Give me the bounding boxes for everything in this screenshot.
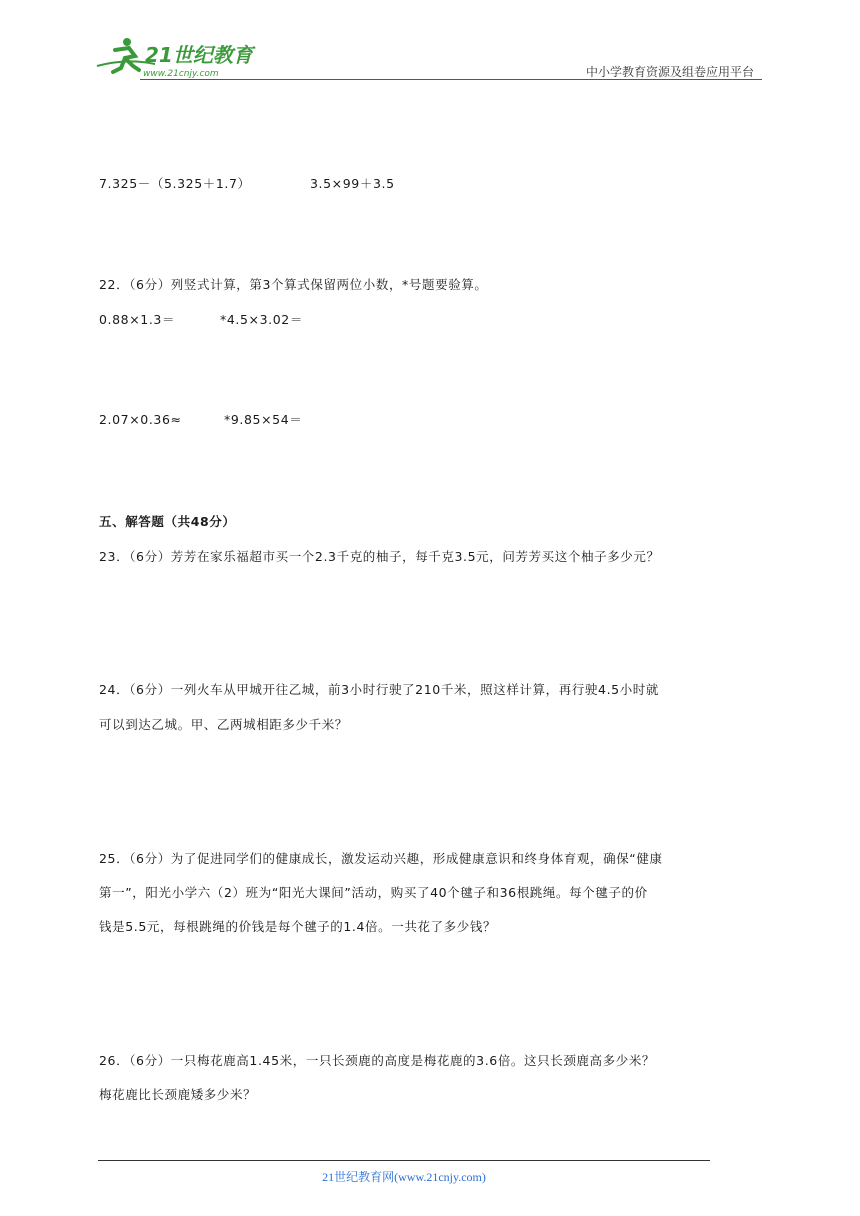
question-25-line2: 第一”，阳光小学六（2）班为“阳光大课间”活动，购买了40个毽子和36根跳绳。每个毽子的价 (99, 885, 648, 900)
header-divider (140, 79, 762, 80)
question-22-b: *4.5×3.02＝ (220, 312, 303, 327)
calc-expression-b: 3.5×99＋3.5 (310, 176, 395, 191)
question-25-line3: 钱是5.5元，每根跳绳的价钱是每个毽子的1.4倍。一共花了多少钱？ (99, 919, 497, 934)
logo-text: 21世纪教育 (145, 43, 253, 67)
question-23-line1: 23．（6分）芳芳在家乐福超市买一个2.3千克的柚子，每千克3.5元，问芳芳买这个柚子多少元？ (99, 549, 660, 564)
question-22-c: 2.07×0.36≈ (99, 412, 182, 427)
question-24-line1: 24．（6分）一列火车从甲城开往乙城，前3小时行驶了210千米，照这样计算，再行驶4.5小时就 (99, 682, 660, 697)
question-22-a: 0.88×1.3＝ (99, 312, 176, 327)
question-26-line2: 梅花鹿比长颈鹿矮多少米？ (99, 1087, 257, 1102)
question-26-line1: 26．（6分）一只梅花鹿高1.45米，一只长颈鹿的高度是梅花鹿的3.6倍。这只长颈鹿高多少米？ (99, 1053, 656, 1068)
calc-expression-a: 7.325－（5.325＋1.7） (99, 176, 251, 191)
question-25-line1: 25．（6分）为了促进同学们的健康成长，激发运动兴趣，形成健康意识和终身体育观，确保“健康 (99, 851, 663, 866)
section-title: 五、解答题（共48分） (99, 514, 236, 529)
footer-link[interactable]: 21世纪教育网(www.21cnjy.com) (322, 1170, 486, 1184)
footer-divider (98, 1160, 710, 1161)
logo-url: www.21cnjy.com (143, 69, 219, 79)
question-22-d: *9.85×54＝ (224, 412, 303, 427)
platform-name: 中小学教育资源及组卷应用平台 (585, 65, 754, 79)
question-24-line2: 可以到达乙城。甲、乙两城相距多少千米？ (99, 717, 348, 732)
site-logo (95, 36, 265, 80)
question-22-stem: 22．（6分）列竖式计算，第3个算式保留两位小数，*号题要验算。 (99, 277, 488, 292)
